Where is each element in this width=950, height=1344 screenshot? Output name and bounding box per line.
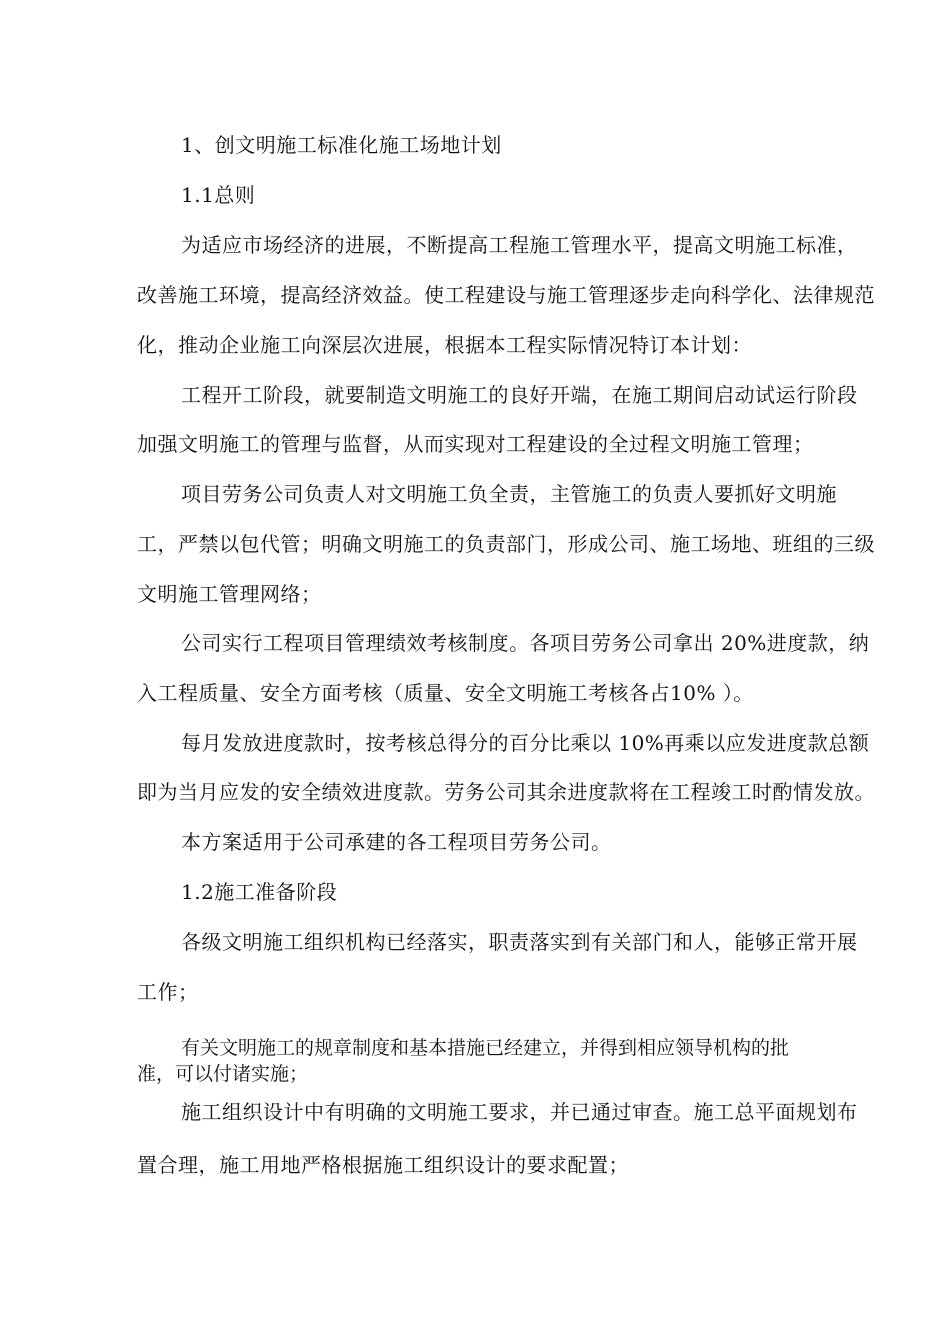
paragraph-line: 施工组织设计中有明确的文明施工要求，并已通过审查。施工总平面规划布 [181,1100,858,1124]
paragraph-line: 加强文明施工的管理与监督，从而实现对工程建设的全过程文明施工管理； [137,432,814,456]
paragraph-line: 化，推动企业施工向深层次进展，根据本工程实际情况特订本计划： [137,333,752,357]
paragraph-line: 准，可以付诸实施； [137,1063,309,1085]
section-heading-1: 1、创文明施工标准化施工场地计划 [181,133,502,157]
paragraph-line: 有关文明施工的规章制度和基本措施已经建立，并得到相应领导机构的批 [181,1037,790,1059]
paragraph-line: 公司实行工程项目管理绩效考核制度。各项目劳务公司拿出 20%进度款，纳 [181,631,870,655]
paragraph-line: 本方案适用于公司承建的各工程项目劳务公司。 [181,830,612,854]
paragraph-line: 各级文明施工组织机构已经落实，职责落实到有关部门和人，能够正常开展 [181,930,858,954]
paragraph-line: 入工程质量、安全方面考核（质量、安全文明施工考核各占10% ）。 [137,681,754,705]
paragraph-line: 工，严禁以包代管；明确文明施工的负责部门，形成公司、施工场地、班组的三级 [137,532,875,556]
paragraph-line: 为适应市场经济的进展，不断提高工程施工管理水平，提高文明施工标准， [181,233,858,257]
paragraph-line: 置合理，施工用地严格根据施工组织设计的要求配置； [137,1153,629,1177]
paragraph-line: 工程开工阶段，就要制造文明施工的良好开端，在施工期间启动试运行阶段 [181,383,858,407]
paragraph-line: 每月发放进度款时，按考核总得分的百分比乘以 10%再乘以应发进度款总额 [181,731,870,755]
subsection-heading-1-1: 1.1总则 [181,183,256,207]
paragraph-line: 即为当月应发的安全绩效进度款。劳务公司其余进度款将在工程竣工时酌情发放。 [137,780,875,804]
paragraph-line: 文明施工管理网络； [137,582,322,606]
subsection-heading-1-2: 1.2施工准备阶段 [181,880,338,904]
paragraph-line: 改善施工环境，提高经济效益。使工程建设与施工管理逐步走向科学化、法律规范 [137,283,875,307]
paragraph-line: 工作； [137,980,199,1004]
paragraph-line: 项目劳务公司负责人对文明施工负全责，主管施工的负责人要抓好文明施 [181,482,837,506]
